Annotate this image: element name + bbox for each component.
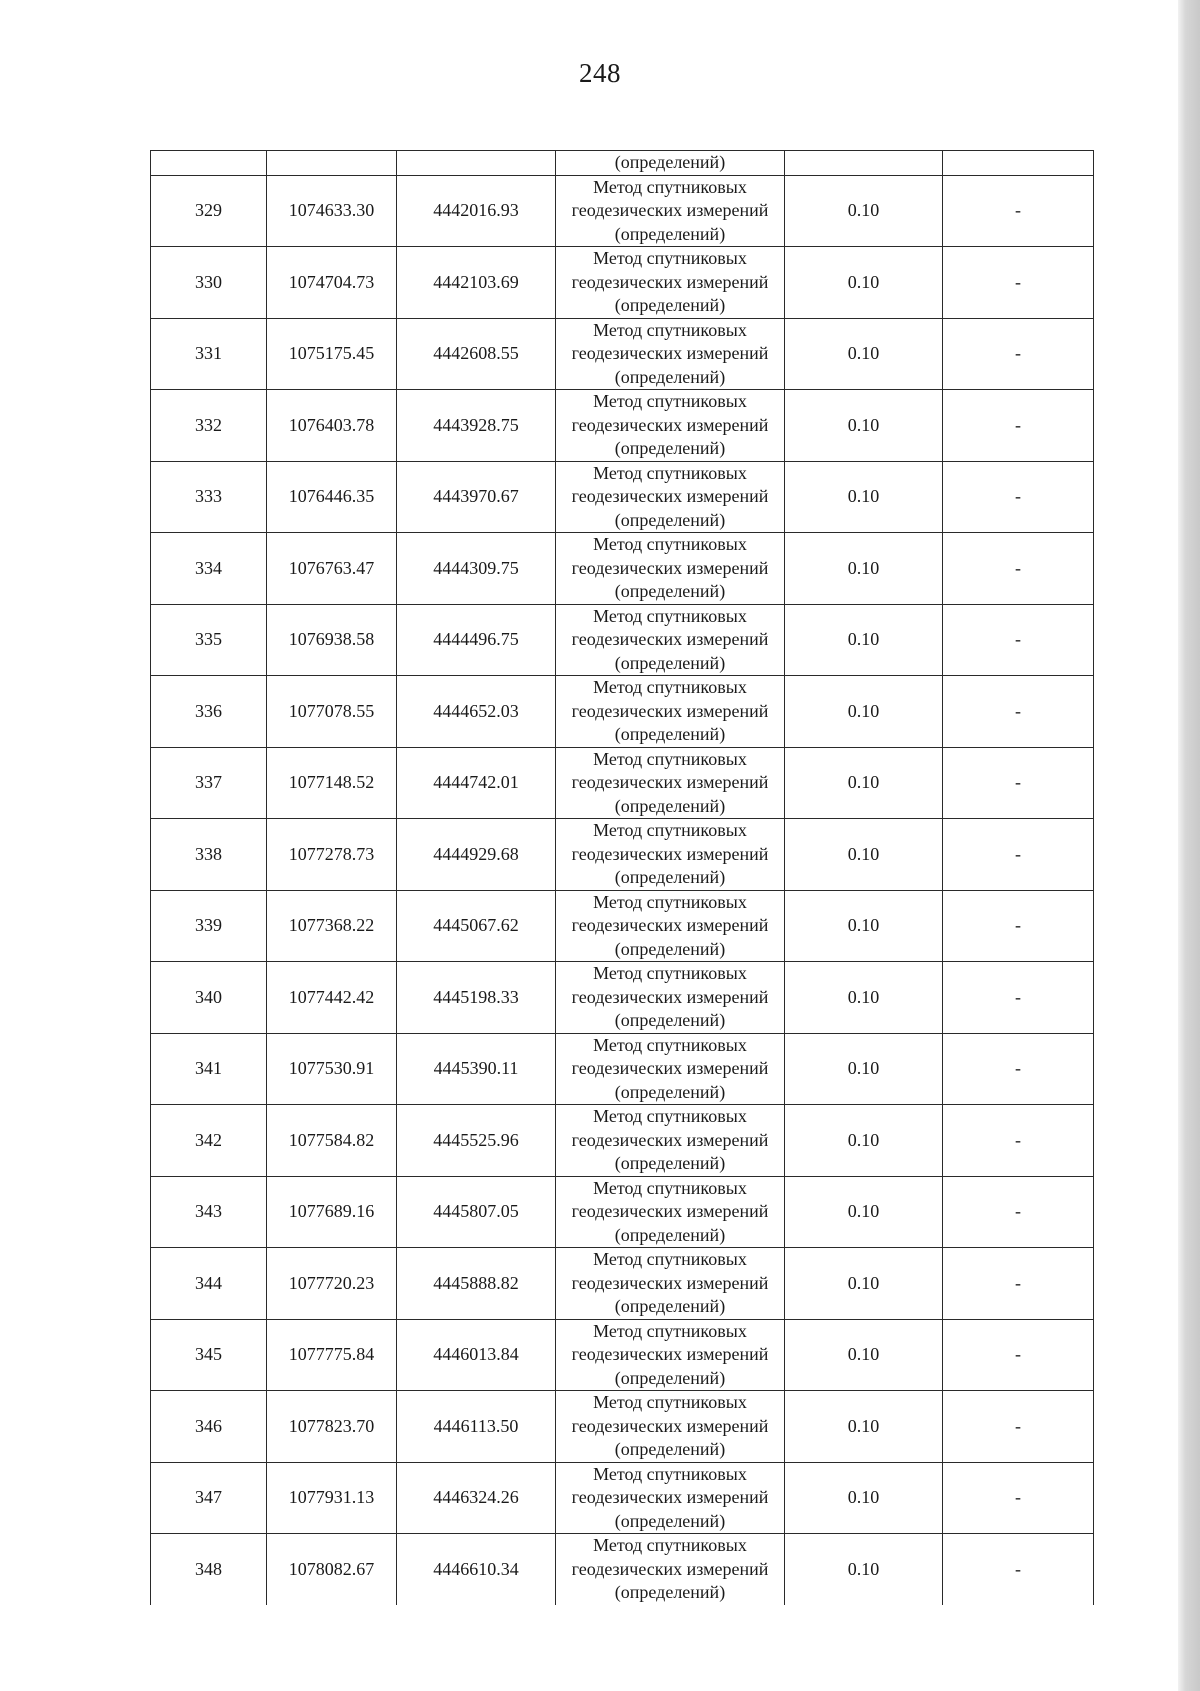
method-line: (определений) xyxy=(614,366,726,387)
cell-accuracy: 0.10 xyxy=(785,1534,943,1605)
cell-num: 333 xyxy=(151,461,267,533)
method-line: геодезических измерений xyxy=(571,1344,769,1364)
method-line: Метод спутниковых xyxy=(593,1177,747,1198)
cell-num: 334 xyxy=(151,533,267,605)
cell-accuracy: 0.10 xyxy=(785,461,943,533)
cell-method xyxy=(556,247,785,319)
cell-accuracy xyxy=(785,151,943,176)
method-line: геодезических измерений xyxy=(571,486,769,506)
table-row xyxy=(151,247,1094,319)
cell-num: 331 xyxy=(151,318,267,390)
cell-note: - xyxy=(943,604,1094,676)
cell-x: 1076763.47 xyxy=(267,533,397,605)
cell-accuracy: 0.10 xyxy=(785,890,943,962)
cell-note: - xyxy=(943,1319,1094,1391)
method-line: (определений) xyxy=(614,652,726,673)
cell-method xyxy=(556,175,785,247)
cell-x: 1076938.58 xyxy=(267,604,397,676)
cell-num: 341 xyxy=(151,1033,267,1105)
method-line: (определений) xyxy=(614,938,726,959)
method-line: геодезических измерений xyxy=(571,1058,769,1078)
cell-note: - xyxy=(943,819,1094,891)
cell-y xyxy=(397,151,556,176)
cell-y: 4444652.03 xyxy=(397,676,556,748)
cell-num xyxy=(151,151,267,176)
method-line: Метод спутниковых xyxy=(593,1249,747,1269)
table-row xyxy=(151,1319,1094,1391)
cell-y: 4444929.68 xyxy=(397,819,556,891)
cell-accuracy: 0.10 xyxy=(785,175,943,247)
cell-method xyxy=(556,461,785,533)
cell-note xyxy=(943,151,1094,176)
cell-accuracy: 0.10 xyxy=(785,962,943,1034)
cell-num: 336 xyxy=(151,676,267,748)
table-row xyxy=(151,890,1094,962)
cell-method xyxy=(556,604,785,676)
cell-x: 1077278.73 xyxy=(267,819,397,891)
cell-method xyxy=(556,1391,785,1463)
table-row xyxy=(151,747,1094,819)
method-line: Метод спутниковых xyxy=(593,748,747,769)
cell-y: 4443928.75 xyxy=(397,390,556,462)
method-line: (определений) xyxy=(614,295,726,315)
cell-num: 335 xyxy=(151,604,267,676)
cell-y: 4443970.67 xyxy=(397,461,556,533)
cell-y: 4446610.34 xyxy=(397,1534,556,1605)
cell-note: - xyxy=(943,1105,1094,1177)
cell-accuracy: 0.10 xyxy=(785,1462,943,1534)
method-line: (определений) xyxy=(614,795,726,816)
cell-x xyxy=(267,151,397,176)
cell-y: 4444496.75 xyxy=(397,604,556,676)
cell-note: - xyxy=(943,461,1094,533)
cell-accuracy: 0.10 xyxy=(785,604,943,676)
table-row xyxy=(151,1033,1094,1105)
method-line: (определений) xyxy=(614,724,726,744)
cell-note: - xyxy=(943,175,1094,247)
table-row xyxy=(151,1462,1094,1534)
table-row xyxy=(151,604,1094,676)
cell-y: 4445888.82 xyxy=(397,1248,556,1320)
cell-num: 347 xyxy=(151,1462,267,1534)
cell-x: 1074633.30 xyxy=(267,175,397,247)
cell-note: - xyxy=(943,1176,1094,1248)
method-line: (определений) xyxy=(614,509,726,530)
cell-num: 332 xyxy=(151,390,267,462)
cell-method xyxy=(556,819,785,891)
cell-x: 1077775.84 xyxy=(267,1319,397,1391)
method-line: геодезических измерений xyxy=(571,1129,769,1150)
cell-note: - xyxy=(943,747,1094,819)
method-line: геодезических измерений xyxy=(571,1272,769,1293)
method-line: (определений) xyxy=(614,1153,726,1173)
method-line: Метод спутниковых xyxy=(593,1535,747,1555)
method-line: геодезических измерений xyxy=(571,414,769,435)
cell-x: 1077368.22 xyxy=(267,890,397,962)
cell-accuracy: 0.10 xyxy=(785,1105,943,1177)
method-line: Метод спутниковых xyxy=(593,820,747,840)
cell-x: 1077148.52 xyxy=(267,747,397,819)
cell-y: 4445198.33 xyxy=(397,962,556,1034)
table-row xyxy=(151,1248,1094,1320)
method-line: Метод спутниковых xyxy=(593,391,747,411)
cell-num: 345 xyxy=(151,1319,267,1391)
cell-accuracy: 0.10 xyxy=(785,390,943,462)
cell-num: 337 xyxy=(151,747,267,819)
cell-method xyxy=(556,1534,785,1605)
method-line: Метод спутниковых xyxy=(593,963,747,983)
cell-y: 4444742.01 xyxy=(397,747,556,819)
cell-accuracy: 0.10 xyxy=(785,1033,943,1105)
cell-note: - xyxy=(943,390,1094,462)
cell-note: - xyxy=(943,1391,1094,1463)
cell-x: 1077442.42 xyxy=(267,962,397,1034)
cell-num: 348 xyxy=(151,1534,267,1605)
method-line: Метод спутниковых xyxy=(593,534,747,554)
cell-num: 343 xyxy=(151,1176,267,1248)
table-row xyxy=(151,1176,1094,1248)
method-line: геодезических измерений xyxy=(571,629,769,649)
method-line: геодезических измерений xyxy=(571,1415,769,1436)
cell-method xyxy=(556,1105,785,1177)
cell-x: 1076403.78 xyxy=(267,390,397,462)
page-number: 248 xyxy=(579,58,621,88)
cell-num: 330 xyxy=(151,247,267,319)
cell-y: 4446013.84 xyxy=(397,1319,556,1391)
cell-num: 346 xyxy=(151,1391,267,1463)
cell-method xyxy=(556,1033,785,1105)
method-line: геодезических измерений xyxy=(571,700,769,721)
cell-x: 1077823.70 xyxy=(267,1391,397,1463)
method-line: (определений) xyxy=(614,1296,726,1316)
cell-y: 4442608.55 xyxy=(397,318,556,390)
cell-method xyxy=(556,1462,785,1534)
method-line: Метод спутниковых xyxy=(593,1320,747,1341)
cell-accuracy: 0.10 xyxy=(785,747,943,819)
cell-note: - xyxy=(943,247,1094,319)
method-line: Метод спутниковых xyxy=(593,891,747,912)
table-row xyxy=(151,1534,1094,1605)
cell-method xyxy=(556,890,785,962)
cell-note: - xyxy=(943,962,1094,1034)
method-line: Метод спутниковых xyxy=(593,1392,747,1412)
cell-y: 4445067.62 xyxy=(397,890,556,962)
cell-accuracy: 0.10 xyxy=(785,1319,943,1391)
cell-x: 1077689.16 xyxy=(267,1176,397,1248)
method-line: (определений) xyxy=(614,223,726,244)
method-line: Метод спутниковых xyxy=(593,677,747,697)
cell-y: 4442103.69 xyxy=(397,247,556,319)
cell-y: 4444309.75 xyxy=(397,533,556,605)
method-line: Метод спутниковых xyxy=(593,1034,747,1055)
cell-accuracy: 0.10 xyxy=(785,1391,943,1463)
cell-note: - xyxy=(943,676,1094,748)
cell-num: 340 xyxy=(151,962,267,1034)
table-row xyxy=(151,461,1094,533)
cell-method: (определений) xyxy=(556,151,785,176)
method-line: (определений) xyxy=(614,1367,726,1388)
method-line: (определений) xyxy=(614,1510,726,1531)
cell-method xyxy=(556,318,785,390)
cell-method xyxy=(556,1176,785,1248)
method-line: (определений) xyxy=(614,1439,726,1459)
cell-method xyxy=(556,390,785,462)
method-line: Метод спутниковых xyxy=(593,462,747,483)
cell-note: - xyxy=(943,318,1094,390)
scan-edge xyxy=(1178,0,1200,1691)
method-line: геодезических измерений xyxy=(571,915,769,935)
table-row xyxy=(151,1391,1094,1463)
cell-x: 1077078.55 xyxy=(267,676,397,748)
table-row xyxy=(151,676,1094,748)
cell-note: - xyxy=(943,1534,1094,1605)
cell-y: 4446324.26 xyxy=(397,1462,556,1534)
cell-x: 1077584.82 xyxy=(267,1105,397,1177)
method-line: геодезических измерений xyxy=(571,1487,769,1507)
cell-note: - xyxy=(943,1462,1094,1534)
table-row xyxy=(151,819,1094,891)
cell-note: - xyxy=(943,890,1094,962)
cell-accuracy: 0.10 xyxy=(785,676,943,748)
coordinates-table-body xyxy=(151,151,1094,1605)
method-line: геодезических измерений xyxy=(571,1558,769,1579)
table-row xyxy=(151,533,1094,605)
method-line: (определений) xyxy=(614,438,726,458)
method-line: геодезических измерений xyxy=(571,986,769,1007)
method-line: Метод спутниковых xyxy=(593,248,747,268)
method-line: геодезических измерений xyxy=(571,843,769,864)
cell-x: 1077720.23 xyxy=(267,1248,397,1320)
method-line: геодезических измерений xyxy=(571,772,769,792)
method-line: Метод спутниковых xyxy=(593,605,747,626)
method-line: (определений) xyxy=(614,1010,726,1030)
cell-accuracy: 0.10 xyxy=(785,247,943,319)
method-line: геодезических измерений xyxy=(571,343,769,363)
cell-y: 4445390.11 xyxy=(397,1033,556,1105)
cell-method xyxy=(556,676,785,748)
method-line: Метод спутниковых xyxy=(593,176,747,197)
cell-num: 342 xyxy=(151,1105,267,1177)
cell-x: 1075175.45 xyxy=(267,318,397,390)
table-row xyxy=(151,962,1094,1034)
cell-accuracy: 0.10 xyxy=(785,533,943,605)
cell-x: 1077931.13 xyxy=(267,1462,397,1534)
method-line: геодезических измерений xyxy=(571,271,769,292)
cell-accuracy: 0.10 xyxy=(785,819,943,891)
method-line: (определений) xyxy=(614,1582,726,1602)
table-row xyxy=(151,175,1094,247)
table-row-continuation xyxy=(151,151,1094,176)
method-line: (определений) xyxy=(614,581,726,601)
cell-num: 339 xyxy=(151,890,267,962)
cell-note: - xyxy=(943,1033,1094,1105)
cell-note: - xyxy=(943,1248,1094,1320)
cell-x: 1076446.35 xyxy=(267,461,397,533)
method-line: геодезических измерений xyxy=(571,557,769,578)
cell-method xyxy=(556,962,785,1034)
cell-num: 338 xyxy=(151,819,267,891)
cell-method xyxy=(556,533,785,605)
cell-y: 4442016.93 xyxy=(397,175,556,247)
cell-y: 4445525.96 xyxy=(397,1105,556,1177)
table-row xyxy=(151,1105,1094,1177)
cell-x: 1078082.67 xyxy=(267,1534,397,1605)
coordinates-table xyxy=(150,150,1094,1605)
method-line: (определений) xyxy=(614,867,726,887)
method-line: Метод спутниковых xyxy=(593,1106,747,1126)
table-row xyxy=(151,318,1094,390)
method-line: (определений) xyxy=(614,1081,726,1102)
cell-num: 329 xyxy=(151,175,267,247)
cell-num: 344 xyxy=(151,1248,267,1320)
method-line: Метод спутниковых xyxy=(593,1463,747,1484)
cell-note: - xyxy=(943,533,1094,605)
cell-accuracy: 0.10 xyxy=(785,1248,943,1320)
method-line: геодезических измерений xyxy=(571,200,769,220)
cell-x: 1074704.73 xyxy=(267,247,397,319)
cell-method xyxy=(556,747,785,819)
cell-method xyxy=(556,1248,785,1320)
method-line: Метод спутниковых xyxy=(593,319,747,340)
cell-accuracy: 0.10 xyxy=(785,318,943,390)
cell-method xyxy=(556,1319,785,1391)
cell-accuracy: 0.10 xyxy=(785,1176,943,1248)
method-line: (определений) xyxy=(614,1224,726,1245)
cell-y: 4445807.05 xyxy=(397,1176,556,1248)
cell-x: 1077530.91 xyxy=(267,1033,397,1105)
cell-y: 4446113.50 xyxy=(397,1391,556,1463)
method-line: геодезических измерений xyxy=(571,1201,769,1221)
table-row xyxy=(151,390,1094,462)
